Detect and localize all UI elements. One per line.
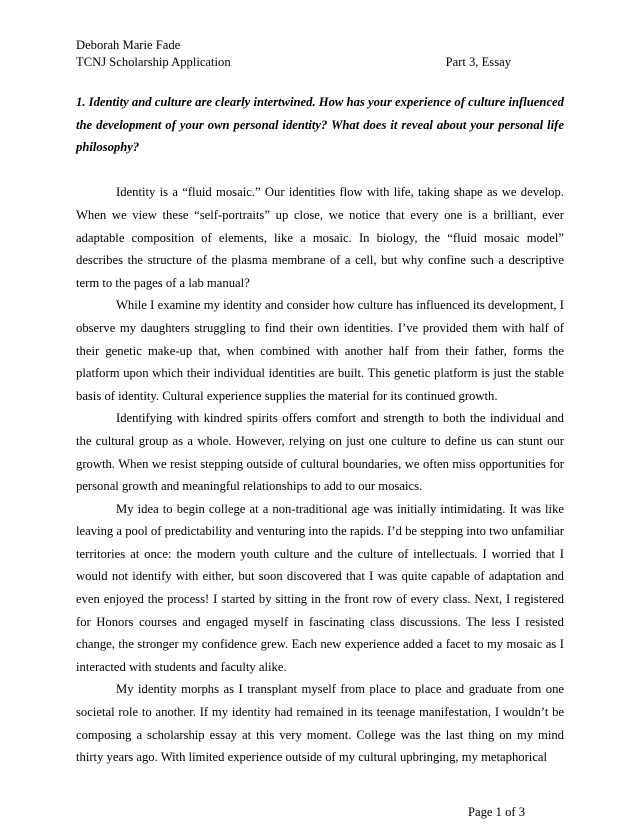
essay-question: 1. Identity and culture are clearly intertwined. How has your experience of culture influenced the development of your own personal identity? What does it reveal about your personal life philosophy? (76, 95, 564, 155)
page-header (76, 37, 556, 71)
essay-paragraph-5: My identity morphs as I transplant myself from place to place and graduate from one societal role to another. If my identity had remained in its teenage manifestation, I wouldn’t be composing a scholarship essay at this very moment. College was the last thing on my mind thirty years ago. With limited experience outside of my cultural upbringing, my metaphorical (76, 682, 564, 765)
question-spacer (76, 159, 564, 182)
essay-paragraph-3: Identifying with kindred spirits offers comfort and strength to both the individual and the cultural group as a whole. However, relying on just one culture to define us can stunt our growth. When we resist stepping outside of cultural boundaries, we often miss opportunities for personal growth and meaningful relationships to add to our mosaics. (76, 411, 564, 494)
header-section: Part 3, Essay (445, 55, 511, 69)
header-application: TCNJ Scholarship Application (76, 55, 231, 69)
essay-body (76, 91, 564, 769)
essay-paragraph-2: While I examine my identity and consider how culture has influenced its development, I observe my daughters struggling to find their own identities. I’ve provided them with half of their genetic make-up that, when combined with another half from their father, forms the platform upon which their individual identities are built. This genetic platform is just the stable basis of identity. Cultural experience supplies the material for its continued growth. (76, 298, 564, 403)
essay-paragraph-4: My idea to begin college at a non-traditional age was initially intimidating. It was like leaving a pool of predictability and venturing into the rapids. I’d be stepping into two unfamiliar territories at once: the modern youth culture and the culture of intellectuals. I worried that I would not identify with either, but soon discovered that I was quite capable of adaptation and even enjoyed the process! I started by sitting in the front row of every class. Next, I registered for Honors courses and engaged myself in fascinating class discussions. The less I resisted change, the stronger my confidence grew. Each new experience added a facet to my mosaic as I interacted with students and faculty alike. (76, 501, 564, 674)
essay-paragraph-1: Identity is a “fluid mosaic.” Our identities flow with life, taking shape as we develop. When we view these “self-portraits” up close, we notice that every one is a brilliant, ever adaptable composition of elements, like a mosaic. In biology, the “fluid mosaic model” describes the structure of the plasma membrane of a cell, but why confine such a descriptive term to the pages of a lab manual? (76, 185, 564, 290)
page-number: Page 1 of 3 (468, 805, 526, 819)
header-author: Deborah Marie Fade (76, 38, 181, 52)
